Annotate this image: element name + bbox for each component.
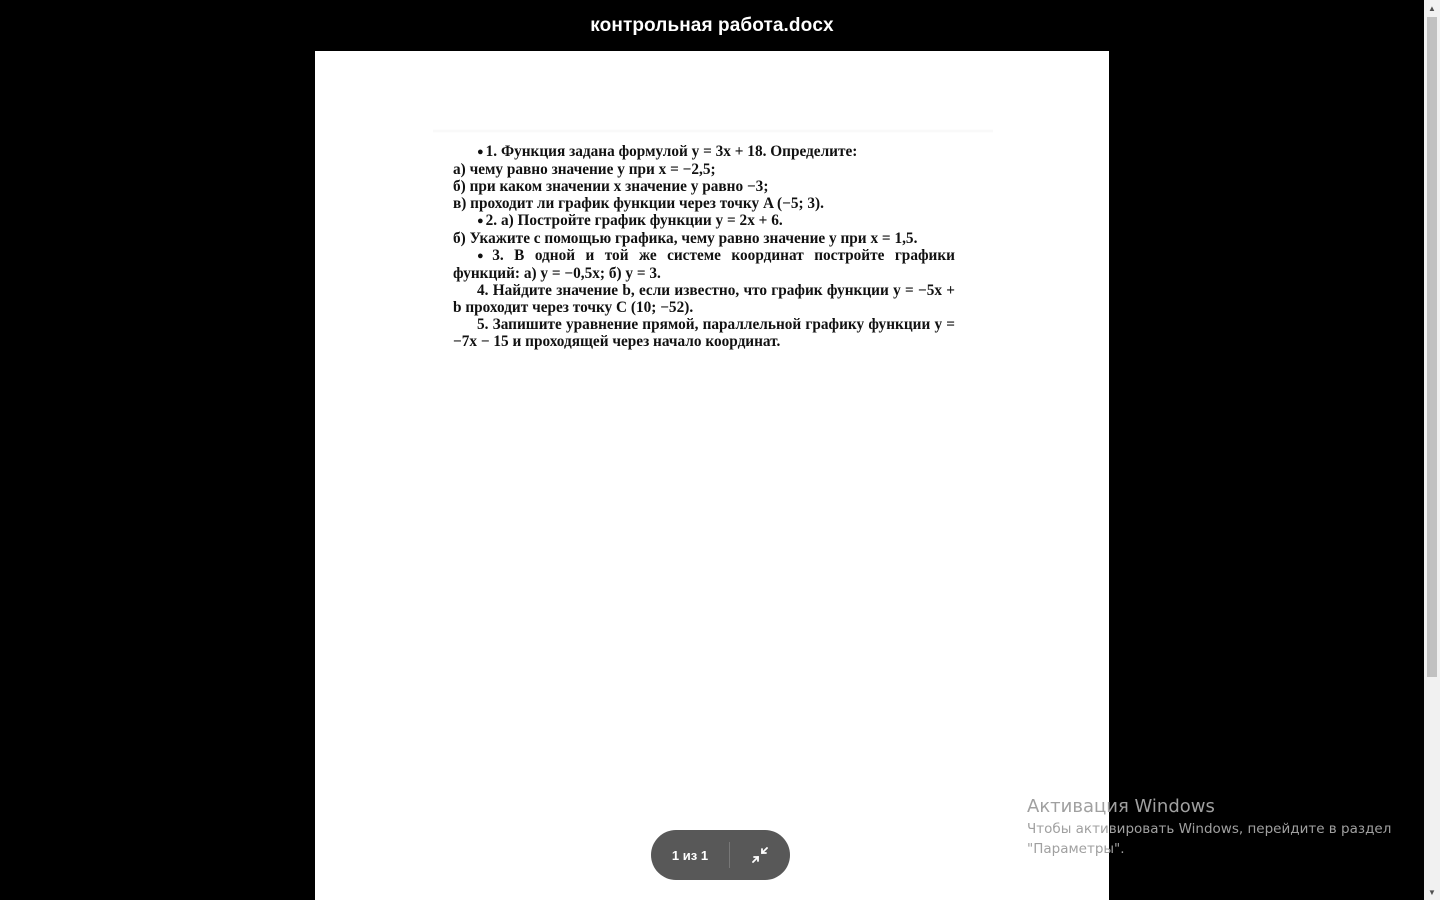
scrollbar-thumb[interactable]	[1427, 17, 1437, 677]
task-line: 4. Найдите значение b, если известно, что график функции y = −5x + b проходит через точку C (10; −52).	[453, 282, 955, 316]
page-count-label: 1 из 1	[671, 847, 709, 863]
task-line: а) чему равно значение y при x = −2,5;	[453, 161, 716, 178]
activation-title: Активация Windows	[1027, 796, 1215, 817]
task-line: ● 2. а) Постройте график функции y = 2x + 6.	[453, 212, 955, 230]
scroll-up-arrow-icon[interactable]: ▲	[1428, 3, 1436, 13]
collapse-arrows-icon	[752, 847, 768, 863]
document-page	[315, 51, 1109, 900]
task-line: б) при каком значении x значение y равно −3;	[453, 178, 769, 195]
windows-activation-watermark	[1027, 795, 1397, 859]
task-line: б) Укажите с помощью графика, чему равно значение y при x = 1,5.	[453, 230, 918, 247]
page-navigator	[651, 830, 790, 880]
task-line: в) проходит ли график функции через точку A (−5; 3).	[453, 195, 824, 212]
task-line: 5. Запишите уравнение прямой, параллельной графику функции y = −7x − 15 и проходящей через начало координат.	[453, 316, 955, 350]
task-line: ● 1. Функция задана формулой y = 3x + 18. Определите:	[453, 143, 955, 161]
document-title: контрольная работа.docx	[590, 14, 834, 36]
scanned-text	[453, 143, 955, 350]
title-bar	[0, 0, 1424, 51]
scroll-down-arrow-icon[interactable]: ▼	[1428, 887, 1436, 897]
activation-subtitle: Чтобы активировать Windows, перейдите в раздел "Параметры".	[1027, 821, 1392, 857]
scanned-image	[433, 129, 993, 373]
task-line: ● 3. В одной и той же системе координат постройте графики функций: а) y = −0,5x; б) y = 3.	[453, 247, 955, 282]
exit-fullscreen-button[interactable]	[730, 830, 790, 880]
vertical-scrollbar[interactable]	[1424, 0, 1440, 900]
